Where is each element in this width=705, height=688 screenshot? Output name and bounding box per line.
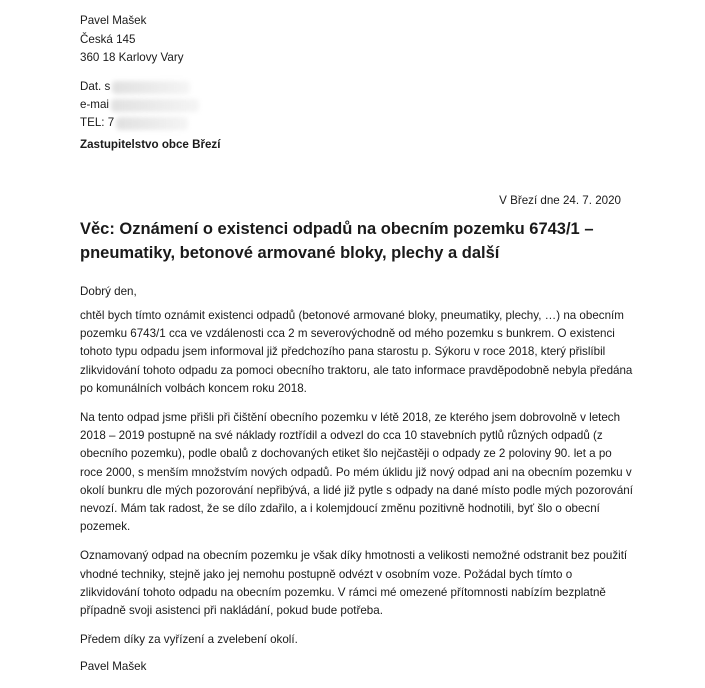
- sender-street: Česká 145: [80, 32, 136, 46]
- email-row: [80, 96, 199, 114]
- letter-subject: Věc: Oznámení o existenci odpadů na obecním pozemku 6743/1 – pneumatiky, betonové armované bloky, plechy a další: [80, 220, 594, 262]
- sender-name: Pavel Mašek: [80, 14, 147, 27]
- redacted-phone: [116, 117, 188, 130]
- phone-row: [80, 114, 199, 132]
- redacted-birth-date: [112, 81, 190, 94]
- recipient: Zastupitelstvo obce Březí: [80, 138, 221, 151]
- letter-body: [80, 307, 635, 688]
- date-line: V Březí dne 24. 7. 2020: [499, 194, 621, 207]
- birth-date-label: Dat. s: [80, 80, 111, 93]
- signature: Pavel Mašek: [80, 660, 147, 674]
- email-label: e-mai: [80, 98, 109, 111]
- redacted-email: [111, 99, 199, 112]
- phone-label: TEL: 7: [80, 116, 115, 129]
- sender-address: [80, 12, 184, 68]
- closing: Předem díky za vyřízení a zvelebení okolí.: [80, 633, 298, 647]
- sender-contact: [80, 78, 199, 132]
- greeting: Dobrý den,: [80, 285, 137, 298]
- paragraph-3: Oznamovaný odpad na obecním pozemku je však díky hmotnosti a velikosti nemožné odstranit bez použití vhodné techniky, stejně jako jej nemohu postupně odvézt v osobním voze. Požádal bych tímto o zlikvidování tohoto odpadu na obecním pozemku. V rámci mé omezené přítomnosti nabízím bezplatně případně svoji asistenci při nakládání, pokud bude potřeba.: [80, 549, 628, 618]
- paragraph-2: Na tento odpad jsme přišli při čištění obecního pozemku v létě 2018, ze kterého jsem dobrovolně v letech 2018 – 2019 postupně na své náklady roztřídil a odvezl do cca 10 stavebních pytlů různých odpadů (z obecního pozemku), podle obalů z dochovaných etiket šlo nejčastěji o odpady ze 2 poloviny 90. let a po roce 2000, s menším množstvím nových odpadů. Po mém úklidu již nový odpad ani na obecním pozemku v okolí bunkru dle mých pozorování nepřibývá, a lidé již pytle s odpady na dané místo podle mých pozorování nevozí. Mám tak radost, že se dílo zdařilo, a i kolemjdoucí změnu pozitivně hodnotili, byť šlo o obecní pozemek.: [80, 411, 633, 534]
- birth-date-row: [80, 78, 199, 96]
- paragraph-1: chtěl bych tímto oznámit existenci odpadů (betonové armované bloky, pneumatiky, plechy, …) na obecním pozemku 6743/1 cca ve vzdálenosti cca 2 m severovýchodně od mého pozemku s bunkrem. O existenci tohoto typu odpadu jsem informoval již předchozího pana starostu p. Sýkoru v roce 2018, který přislíbil zlikvidování tohoto odpadu za pomoci obecního traktoru, ale tato informace pravděpodobně nebyla předána po komunálních volbách koncem roku 2018.: [80, 309, 633, 395]
- sender-city: 360 18 Karlovy Vary: [80, 51, 184, 64]
